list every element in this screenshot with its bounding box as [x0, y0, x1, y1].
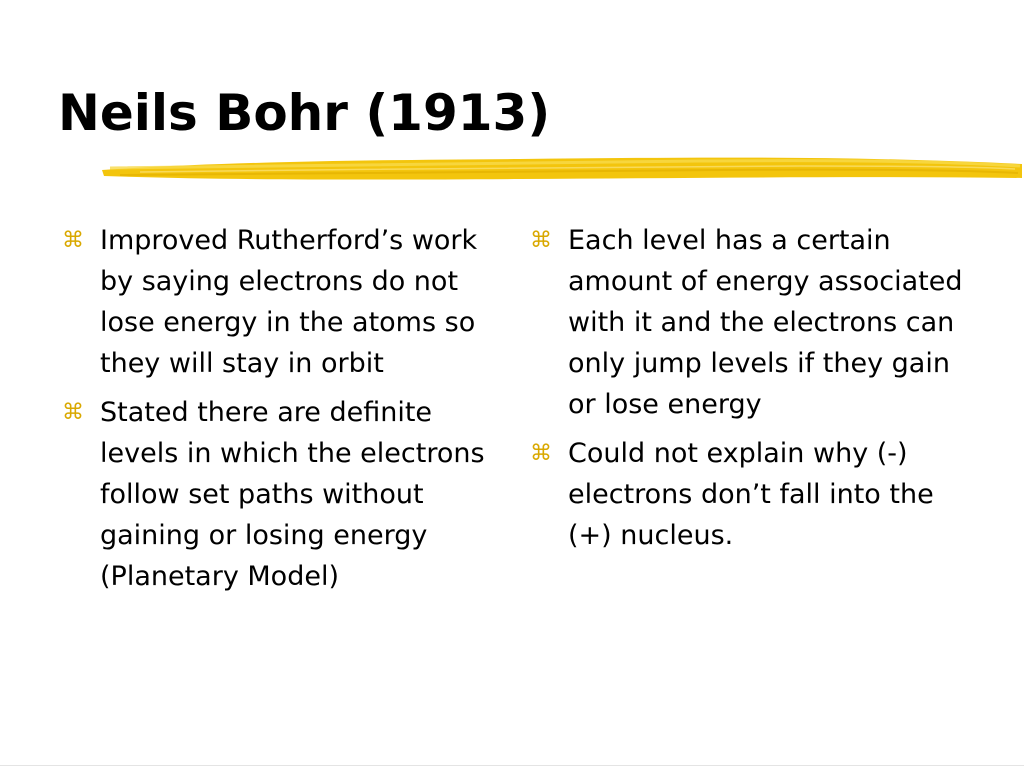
command-key-icon: ⌘	[530, 441, 552, 466]
command-key-icon: ⌘	[62, 400, 84, 425]
bullet-item	[530, 220, 970, 425]
right-bullet-list	[530, 220, 970, 564]
bullet-text: Could not explain why (-) electrons don’t fall into the (+) nucleus.	[568, 438, 934, 551]
command-key-icon: ⌘	[62, 228, 84, 253]
bullet-text: Improved Rutherford’s work by saying electrons do not lose energy in the atoms so they will stay in orbit	[100, 225, 478, 379]
bullet-item	[530, 433, 970, 556]
left-bullet-list	[62, 220, 492, 605]
bottom-divider	[0, 765, 1024, 766]
bullet-item	[62, 220, 492, 384]
command-key-icon: ⌘	[530, 228, 552, 253]
bullet-text: Stated there are definite levels in which the electrons follow set paths without gaining or losing energy (Planetary Model)	[100, 397, 485, 592]
slide-title: Neils Bohr (1913)	[58, 84, 551, 142]
bullet-item	[62, 392, 492, 597]
bullet-text: Each level has a certain amount of energy associated with it and the electrons can only jump levels if they gain or lose energy	[568, 225, 963, 420]
title-underline-brushstroke	[100, 148, 1024, 188]
